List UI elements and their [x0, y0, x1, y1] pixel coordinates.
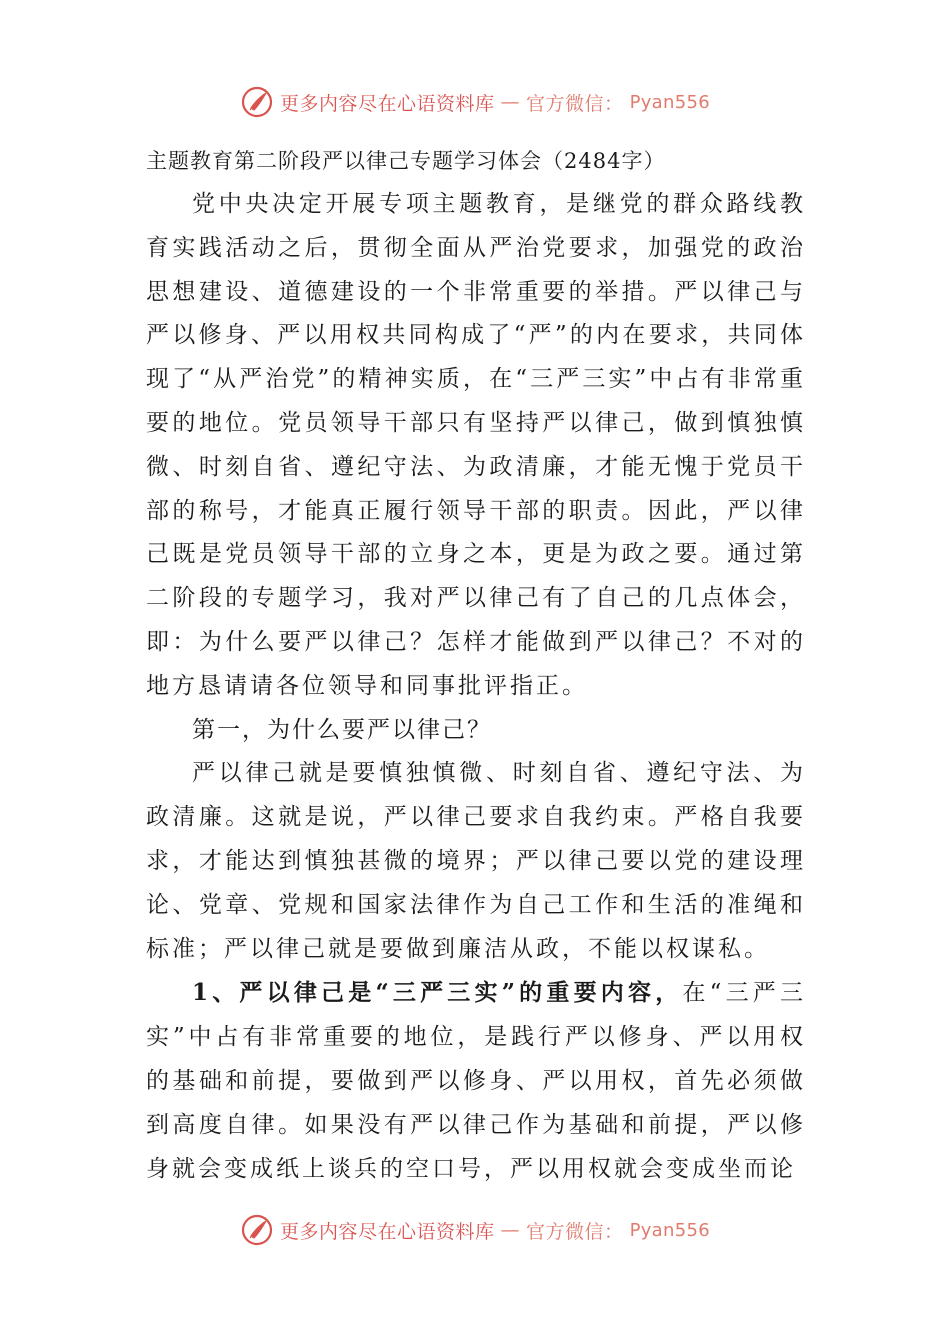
- watermark-wechat-id: Pyan556: [629, 91, 710, 113]
- watermark-library-text: 更多内容尽在心语资料库: [280, 1220, 495, 1243]
- point-one-paragraph: [146, 971, 806, 1191]
- watermark-wechat-id: Pyan556: [629, 1219, 710, 1241]
- footer-watermark: [0, 1210, 950, 1250]
- quill-logo-icon: [240, 1213, 274, 1247]
- document-body: [146, 140, 806, 1191]
- watermark-dash: —: [500, 1219, 521, 1241]
- section-heading-why: 第一，为什么要严以律己？: [192, 716, 492, 743]
- header-watermark: [0, 82, 950, 122]
- intro-paragraph: 党中央决定开展专项主题教育，是继党的群众路线教育实践活动之后，贯彻全面从严治党要求，加强党的政治思想建设、道德建设的一个非常重要的举措。严以律己与严以修身、严以用权共同构成了“严”的内在要求，共同体现了“从严治党”的精神实质，在“三严三实”中占有非常重要的地位。党员领导干部只有坚持严以律己，做到慎独慎微、时刻自省、遵纪守法、为政清廉，才能无愧于党员干部的称号，才能真正履行领导干部的职责。因此，严以律己既是党员领导干部的立身之本，更是为政之要。通过第二阶段的专题学习，我对严以律己有了自己的几点体会，即：为什么要严以律己？怎样才能做到严以律己？不对的地方恳请请各位领导和同事批评指正。: [146, 191, 806, 699]
- watermark-library-text: 更多内容尽在心语资料库: [280, 92, 495, 115]
- watermark-dash: —: [500, 91, 521, 113]
- definition-paragraph: 严以律己就是要慎独慎微、时刻自省、遵纪守法、为政清廉。这就是说，严以律己要求自我约束。严格自我要求，才能达到慎独甚微的境界；严以律己要以党的建设理论、党章、党规和国家法律作为自己工作和生活的准绳和标准；严以律己就是要做到廉洁从政，不能以权谋私。: [146, 760, 806, 962]
- document-title: 主题教育第二阶段严以律己专题学习体会（2484字）: [146, 149, 666, 173]
- point-one-lead: 1、严以律己是“三严三实”的重要内容，: [192, 979, 683, 1007]
- point-one-text: 在“三严三实”中占有非常重要的地位，是践行严以修身、严以用权的基础和前提，要做到严以修身、严以用权，首先必须做到高度自律。如果没有严以律己作为基础和前提，严以修身就会变成纸上谈兵的空口号，严以用权就会变成坐而论: [146, 980, 806, 1182]
- watermark-wechat-label: 官方微信：: [526, 92, 624, 115]
- watermark-wechat-label: 官方微信：: [526, 1220, 624, 1243]
- quill-logo-icon: [240, 85, 274, 119]
